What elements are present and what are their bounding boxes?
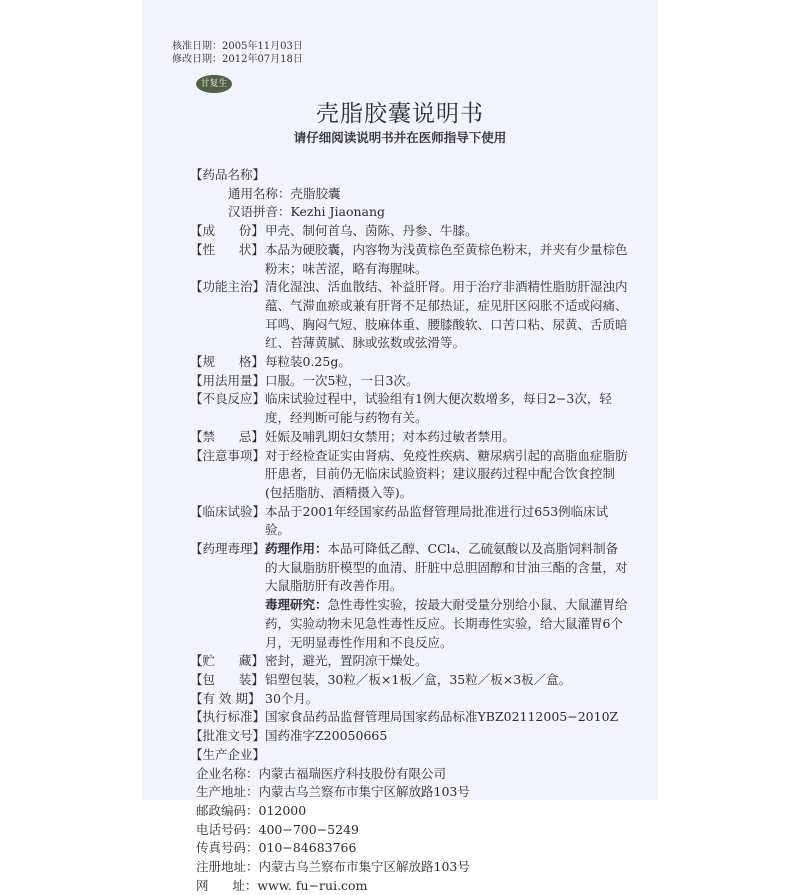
section-pharmacology [190, 540, 630, 652]
section-label: 【功能主治】 [190, 279, 266, 295]
section-dosage [190, 372, 630, 391]
fax-number: 传真号码：010−84683766 [196, 840, 357, 856]
section-value: 清化湿浊、活血散结、补益肝肾。用于治疗非酒精性脂肪肝湿浊内蕴、气滞血瘀或兼有肝肾不足郁热证，症见肝区闷胀不适或闷痛、耳鸣、胸闷气短、肢麻体重、腰膝酸软、口苦口粘、尿黄、舌质暗红、苔薄黄腻、脉或弦数或弦滑等。 [265, 279, 628, 351]
website: 网 址：www. fu−rui.com [196, 877, 368, 893]
section-value: 铝塑包装，30粒／板×1板／盒，35粒／板×3板／盒。 [265, 671, 572, 687]
leaflet-body [190, 166, 630, 895]
section-description [190, 241, 630, 278]
section-manufacturer [190, 746, 630, 765]
toxicology-paragraph [265, 596, 630, 652]
section-label: 【用法用量】 [190, 372, 266, 388]
section-value: 国家食品药品监督管理局国家药品标准YBZ02112005−2010Z [265, 709, 619, 725]
section-value: 每粒装0.25g。 [265, 354, 351, 370]
generic-name: 通用名称：壳脂胶囊 [228, 185, 341, 201]
section-standard [190, 708, 630, 727]
page-title: 壳脂胶囊说明书 [316, 101, 484, 127]
section-value: 口服。一次5粒，一日3次。 [265, 372, 419, 388]
section-clinical-trials [190, 503, 630, 540]
section-label: 【药理毒理】 [190, 541, 266, 557]
section-approval-number [190, 727, 630, 746]
section-contraindications [190, 428, 630, 447]
company-name: 企业名称：内蒙古福瑞医疗科技股份有限公司 [196, 765, 447, 781]
section-value [265, 540, 630, 652]
section-value: 临床试验过程中，试验组有1例大便次数增多，每日2−3次，轻度，经判断可能与药物有关。 [265, 391, 612, 426]
section-value: 妊娠及哺乳期妇女禁用；对本药过敏者禁用。 [265, 428, 516, 444]
section-value: 密封，避光，置阴凉干燥处。 [265, 653, 428, 669]
section-value: 30个月。 [265, 690, 319, 706]
section-storage [190, 652, 630, 671]
section-shelf-life [190, 690, 630, 709]
section-drug-name [190, 166, 630, 185]
section-label: 【药品名称】 [190, 167, 266, 182]
section-label: 【规 格】 [190, 354, 264, 370]
section-label: 【成 份】 [190, 223, 264, 239]
pinyin-name: 汉语拼音：Kezhi Jiaonang [228, 204, 386, 220]
section-label: 【生产企业】 [190, 746, 266, 762]
section-value: 甲壳、制何首乌、茵陈、丹参、牛膝。 [265, 223, 478, 239]
pharmacology-heading: 药理作用： [265, 541, 328, 557]
section-ingredients [190, 222, 630, 241]
section-label: 【包 装】 [190, 671, 264, 687]
section-label: 【有 效 期】 [190, 690, 261, 706]
section-label: 【不良反应】 [190, 391, 266, 407]
section-label: 【批准文号】 [190, 728, 266, 744]
revision-date: 修改日期：2012年07月18日 [172, 54, 303, 65]
brand-logo: 甘复生 [196, 75, 232, 93]
section-specification [190, 353, 630, 372]
date-block [172, 40, 303, 66]
section-value: 本品于2001年经国家药品监督管理局批准进行过653例临床试验。 [265, 503, 609, 538]
section-precautions [190, 447, 630, 503]
section-value: 本品为硬胶囊，内容物为浅黄棕色至黄棕色粉末，并夹有少量棕色粉末；味苦涩，略有海腥味。 [265, 241, 628, 276]
section-label: 【临床试验】 [190, 503, 266, 519]
section-label: 【贮 藏】 [190, 653, 264, 669]
registered-address: 注册地址：内蒙古乌兰察布市集宁区解放路103号 [196, 859, 470, 875]
section-label: 【性 状】 [190, 241, 264, 257]
approval-date: 核准日期：2005年11月03日 [172, 41, 303, 52]
section-label: 【执行标准】 [190, 709, 266, 725]
phone-number: 电话号码：400−700−5249 [196, 821, 359, 837]
section-value: 国药准字Z20050665 [265, 728, 388, 744]
section-label: 【禁 忌】 [190, 428, 264, 444]
pharmacology-text: 本品可降低乙醇、CCl₄、乙硫氨酸以及高脂饲料制备的大鼠脂肪肝模型的血清、肝脏中总胆固醇和甘油三酯的含量，对大鼠脂肪肝有改善作用。 [265, 541, 628, 594]
section-indications [190, 278, 630, 353]
page-subtitle: 请仔细阅读说明书并在医师指导下使用 [293, 130, 507, 145]
section-label: 【注意事项】 [190, 447, 266, 463]
section-adverse-reactions [190, 390, 630, 427]
production-address: 生产地址：内蒙古乌兰察布市集宁区解放路103号 [196, 784, 470, 800]
toxicology-heading: 毒理研究： [265, 597, 328, 613]
toxicology-text: 急性毒性实验，按最大耐受量分别给小鼠、大鼠灌胃给药，实验动物未见急性毒性反应。长期毒性实验，给大鼠灌胃6个月，无明显毒性作用和不良反应。 [265, 597, 628, 650]
section-value: 对于经检查证实由肾病、免疫性疾病、糖尿病引起的高脂血症脂肪肝患者，目前仍无临床试验资料；建议服药过程中配合饮食控制(包括脂肪、酒精摄入等)。 [265, 447, 628, 500]
section-packaging [190, 671, 630, 690]
postcode: 邮政编码：012000 [196, 802, 307, 818]
pharmacology-paragraph [265, 540, 630, 596]
